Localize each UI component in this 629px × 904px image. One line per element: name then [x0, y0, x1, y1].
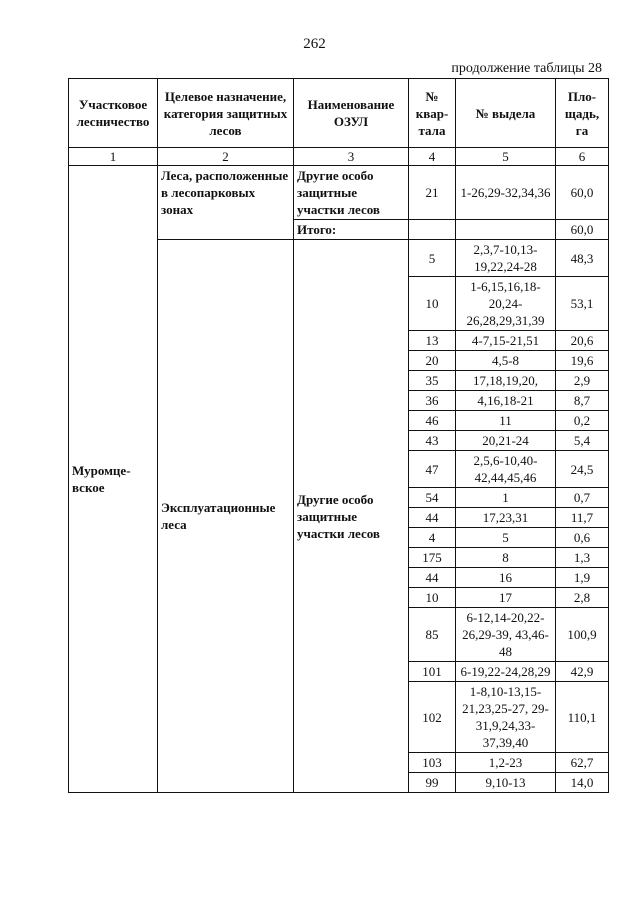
header-quarter: № квар-тала: [409, 79, 456, 148]
quarter-cell: 103: [409, 753, 456, 773]
quarter-cell: 47: [409, 451, 456, 488]
plot-cell: 1-6,15,16,18-20,24-26,28,29,31,39: [456, 277, 556, 331]
area-cell: 1,3: [556, 548, 609, 568]
area-cell: 48,3: [556, 240, 609, 277]
category-cell: Эксплуатационные леса: [158, 240, 294, 793]
area-cell: 53,1: [556, 277, 609, 331]
ozul-cell: Другие особо защитные участки лесов: [294, 166, 409, 220]
quarter-cell: 36: [409, 391, 456, 411]
col-number: 1: [69, 148, 158, 166]
quarter-cell: 5: [409, 240, 456, 277]
plot-cell: 4,5-8: [456, 351, 556, 371]
plot-cell: 17: [456, 588, 556, 608]
area-cell: 24,5: [556, 451, 609, 488]
table-row: [69, 166, 609, 220]
area-cell: 60,0: [556, 166, 609, 220]
quarter-cell: 35: [409, 371, 456, 391]
header-category: Целевое назначение, категория защитных лесов: [158, 79, 294, 148]
header-area: Пло-щадь, га: [556, 79, 609, 148]
area-cell: 0,7: [556, 488, 609, 508]
col-number: 3: [294, 148, 409, 166]
category-cell: Леса, расположенные в лесопарковых зонах: [158, 166, 294, 240]
plot-cell: 11: [456, 411, 556, 431]
plot-cell: 5: [456, 528, 556, 548]
quarter-cell: 43: [409, 431, 456, 451]
area-cell: 42,9: [556, 662, 609, 682]
col-number: 5: [456, 148, 556, 166]
header-forestry: Участковое лесничество: [69, 79, 158, 148]
area-cell: 0,6: [556, 528, 609, 548]
area-cell: 110,1: [556, 682, 609, 753]
plot-cell: 6-19,22-24,28,29: [456, 662, 556, 682]
header-ozul: Наименование ОЗУЛ: [294, 79, 409, 148]
plot-cell: 1-8,10-13,15-21,23,25-27, 29-31,9,24,33-37,39,40: [456, 682, 556, 753]
table-continuation-note: продолжение таблицы 28: [451, 61, 602, 76]
area-cell: 19,6: [556, 351, 609, 371]
forest-table: [68, 78, 609, 793]
area-cell: 20,6: [556, 331, 609, 351]
plot-cell: 4,16,18-21: [456, 391, 556, 411]
plot-cell: 4-7,15-21,51: [456, 331, 556, 351]
col-number: 6: [556, 148, 609, 166]
total-label: Итого:: [294, 220, 409, 240]
plot-cell: 20,21-24: [456, 431, 556, 451]
quarter-cell: 99: [409, 773, 456, 793]
plot-cell: 6-12,14-20,22-26,29-39, 43,46-48: [456, 608, 556, 662]
plot-cell: 8: [456, 548, 556, 568]
quarter-cell: 13: [409, 331, 456, 351]
area-cell: 2,8: [556, 588, 609, 608]
column-number-row: [69, 148, 609, 166]
area-cell: 2,9: [556, 371, 609, 391]
quarter-cell: 101: [409, 662, 456, 682]
plot-cell: 1,2-23: [456, 753, 556, 773]
area-cell: 1,9: [556, 568, 609, 588]
quarter-cell: 4: [409, 528, 456, 548]
plot-cell: 1-26,29-32,34,36: [456, 166, 556, 220]
plot-cell: 17,23,31: [456, 508, 556, 528]
total-area: 60,0: [556, 220, 609, 240]
quarter-cell: 44: [409, 508, 456, 528]
ozul-cell: Другие особо защитные участки лесов: [294, 240, 409, 793]
area-cell: 14,0: [556, 773, 609, 793]
header-row: [69, 79, 609, 148]
quarter-cell: 44: [409, 568, 456, 588]
page-number: 262: [303, 36, 326, 52]
quarter-cell: [409, 220, 456, 240]
area-cell: 5,4: [556, 431, 609, 451]
area-cell: 0,2: [556, 411, 609, 431]
plot-cell: 1: [456, 488, 556, 508]
forestry-name: Муромце-вское: [69, 166, 158, 793]
quarter-cell: 10: [409, 277, 456, 331]
quarter-cell: 20: [409, 351, 456, 371]
col-number: 2: [158, 148, 294, 166]
quarter-cell: 175: [409, 548, 456, 568]
quarter-cell: 85: [409, 608, 456, 662]
quarter-cell: 54: [409, 488, 456, 508]
area-cell: 11,7: [556, 508, 609, 528]
quarter-cell: 46: [409, 411, 456, 431]
header-plot: № выдела: [456, 79, 556, 148]
plot-cell: 2,3,7-10,13-19,22,24-28: [456, 240, 556, 277]
area-cell: 8,7: [556, 391, 609, 411]
quarter-cell: 10: [409, 588, 456, 608]
col-number: 4: [409, 148, 456, 166]
plot-cell: 16: [456, 568, 556, 588]
plot-cell: 17,18,19,20,: [456, 371, 556, 391]
plot-cell: 9,10-13: [456, 773, 556, 793]
plot-cell: 2,5,6-10,40-42,44,45,46: [456, 451, 556, 488]
area-cell: 100,9: [556, 608, 609, 662]
quarter-cell: 21: [409, 166, 456, 220]
plot-cell: [456, 220, 556, 240]
area-cell: 62,7: [556, 753, 609, 773]
quarter-cell: 102: [409, 682, 456, 753]
